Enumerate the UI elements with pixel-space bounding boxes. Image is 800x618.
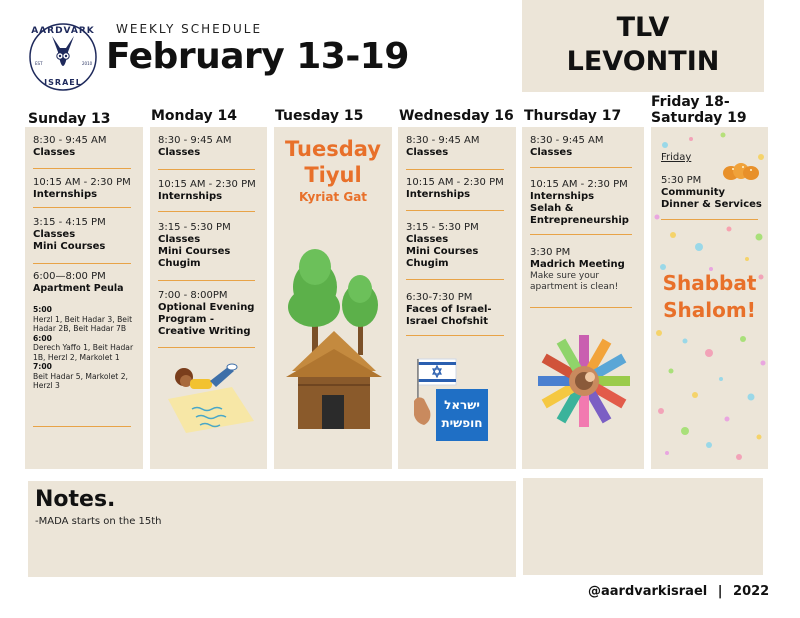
event-time: 10:15 AM - 2:30 PM xyxy=(158,179,256,190)
logo-est: EST xyxy=(35,61,43,66)
column-thursday xyxy=(522,127,644,469)
peula-time: 5:00 xyxy=(33,305,52,314)
event-title: Entrepreneurship xyxy=(530,215,629,226)
tiyul-line2: Tiyul xyxy=(304,163,362,187)
divider xyxy=(158,280,255,281)
location-line1: TLV xyxy=(616,12,670,43)
event-title: Internships xyxy=(530,191,595,202)
event-title: Faces of Israel- xyxy=(406,304,492,315)
divider xyxy=(158,169,255,170)
divider xyxy=(158,347,255,348)
footer-divider: | xyxy=(717,584,723,599)
divider xyxy=(530,167,632,168)
peula-apartments: Derech Yaffo 1, Beit Hadar 1B, Herzl 2, Markolet 1 xyxy=(33,343,134,362)
event-title: Program - xyxy=(158,314,215,325)
divider xyxy=(33,426,131,427)
divider xyxy=(661,219,758,220)
event-time: 10:15 AM - 2:30 PM xyxy=(33,177,131,188)
day-label-sunday: Sunday 13 xyxy=(28,111,111,127)
divider xyxy=(406,210,504,211)
column-friday xyxy=(651,127,768,469)
event-time: 8:30 - 9:45 AM xyxy=(158,135,232,146)
peula-time: 6:00 xyxy=(33,333,52,343)
event-title: Dinner & Services xyxy=(661,199,762,210)
event-title: Mini Courses xyxy=(158,246,231,257)
location-panel xyxy=(522,0,764,92)
divider xyxy=(406,169,504,170)
divider xyxy=(158,211,255,212)
event-time: 10:15 AM - 2:30 PM xyxy=(530,179,628,190)
event-time: 3:15 - 5:30 PM xyxy=(406,222,479,233)
column-wednesday xyxy=(398,127,516,469)
friday-sublabel: Friday xyxy=(661,152,692,163)
event-title: Mini Courses xyxy=(406,246,479,257)
logo-text-top: AARDVARK xyxy=(31,26,95,36)
israel-chofshit-logo xyxy=(436,389,488,441)
divider xyxy=(406,279,504,280)
tiyul-line1: Tuesday xyxy=(285,137,381,161)
shabbat-greeting-line2: Shalom! xyxy=(663,298,756,322)
event-title: Apartment Peula xyxy=(33,283,124,294)
notes-panel xyxy=(28,481,516,577)
shabbat-greeting-line1: Shabbat xyxy=(662,271,757,295)
divider xyxy=(33,207,131,208)
column-tuesday xyxy=(274,127,392,469)
day-label-friday-2: Saturday 19 xyxy=(651,110,747,126)
event-title: Creative Writing xyxy=(158,326,251,337)
event-title: Classes xyxy=(406,147,449,158)
divider xyxy=(33,263,131,264)
writing-illustration xyxy=(162,359,258,439)
event-time: 6:00—8:00 PM xyxy=(33,271,106,282)
event-title: Classes xyxy=(158,234,201,245)
divider xyxy=(33,168,131,169)
event-note: apartment is clean! xyxy=(530,282,619,292)
event-time: 8:30 - 9:45 AM xyxy=(530,135,604,146)
event-time: 6:30-7:30 PM xyxy=(406,292,473,303)
notes-panel-right xyxy=(523,478,763,575)
footer-year: 2022 xyxy=(733,584,770,599)
event-time: 5:30 PM xyxy=(661,175,702,186)
peula-apartments: Herzl 1, Beit Hadar 3, Beit Hadar 2B, Beit Hadar 7B xyxy=(33,314,133,333)
day-label-tuesday: Tuesday 15 xyxy=(275,108,364,124)
event-title: Chugim xyxy=(158,258,201,269)
column-sunday xyxy=(25,127,143,469)
event-title: Classes xyxy=(33,229,76,240)
sign-line2: חופשית xyxy=(441,416,483,430)
logo-year: 2010 xyxy=(82,61,93,66)
event-time: 3:15 - 5:30 PM xyxy=(158,222,231,233)
event-title: Classes xyxy=(33,147,76,158)
divider xyxy=(530,307,632,308)
divider xyxy=(530,234,632,235)
notes-heading: Notes. xyxy=(35,487,116,512)
sign-line1: ישראל xyxy=(444,398,480,412)
event-title: Mini Courses xyxy=(33,241,106,252)
event-time: 3:15 - 4:15 PM xyxy=(33,217,106,228)
location-line2: LEVONTIN xyxy=(566,46,720,77)
peula-time: 7:00 xyxy=(33,362,52,371)
column-monday xyxy=(150,127,267,469)
event-title: Madrich Meeting xyxy=(530,259,625,270)
logo xyxy=(28,22,98,92)
day-label-thursday: Thursday 17 xyxy=(524,108,622,124)
event-title: Internships xyxy=(158,191,223,202)
event-title: Chugim xyxy=(406,258,449,269)
footer xyxy=(588,584,769,599)
event-title: Israel Chofshit xyxy=(406,316,489,327)
hands-together-illustration xyxy=(534,335,634,431)
social-handle: @aardvarkisrael xyxy=(588,584,708,599)
notes-text: -MADA starts on the 15th xyxy=(35,516,162,527)
event-time: 3:30 PM xyxy=(530,247,571,258)
peula-apartments: Beit Hadar 5, Markolet 2, Herzl 3 xyxy=(33,371,128,390)
event-title: Optional Evening xyxy=(158,302,255,313)
event-title: Classes xyxy=(530,147,573,158)
event-title: Internships xyxy=(406,189,471,200)
page-title: February 13-19 xyxy=(106,36,409,77)
logo-text-bottom: ISRAEL xyxy=(44,78,82,87)
day-label-monday: Monday 14 xyxy=(151,108,238,124)
event-title: Classes xyxy=(406,234,449,245)
event-time: 8:30 - 9:45 AM xyxy=(406,135,480,146)
day-label-wednesday: Wednesday 16 xyxy=(399,108,514,124)
tiyul-location: Kyriat Gat xyxy=(298,190,368,204)
event-title: Selah & xyxy=(530,203,574,214)
day-label-friday-1: Friday 18- xyxy=(651,94,730,110)
weekly-schedule-label: WEEKLY SCHEDULE xyxy=(116,22,263,36)
event-note: Make sure your xyxy=(530,271,600,281)
event-title: Community xyxy=(661,187,726,198)
event-time: 10:15 AM - 2:30 PM xyxy=(406,177,504,188)
event-time: 7:00 - 8:00PM xyxy=(158,290,228,301)
event-time: 8:30 - 9:45 AM xyxy=(33,135,107,146)
event-title: Internships xyxy=(33,189,98,200)
divider xyxy=(406,335,504,336)
event-title: Classes xyxy=(158,147,201,158)
hut-illustration xyxy=(282,245,386,437)
